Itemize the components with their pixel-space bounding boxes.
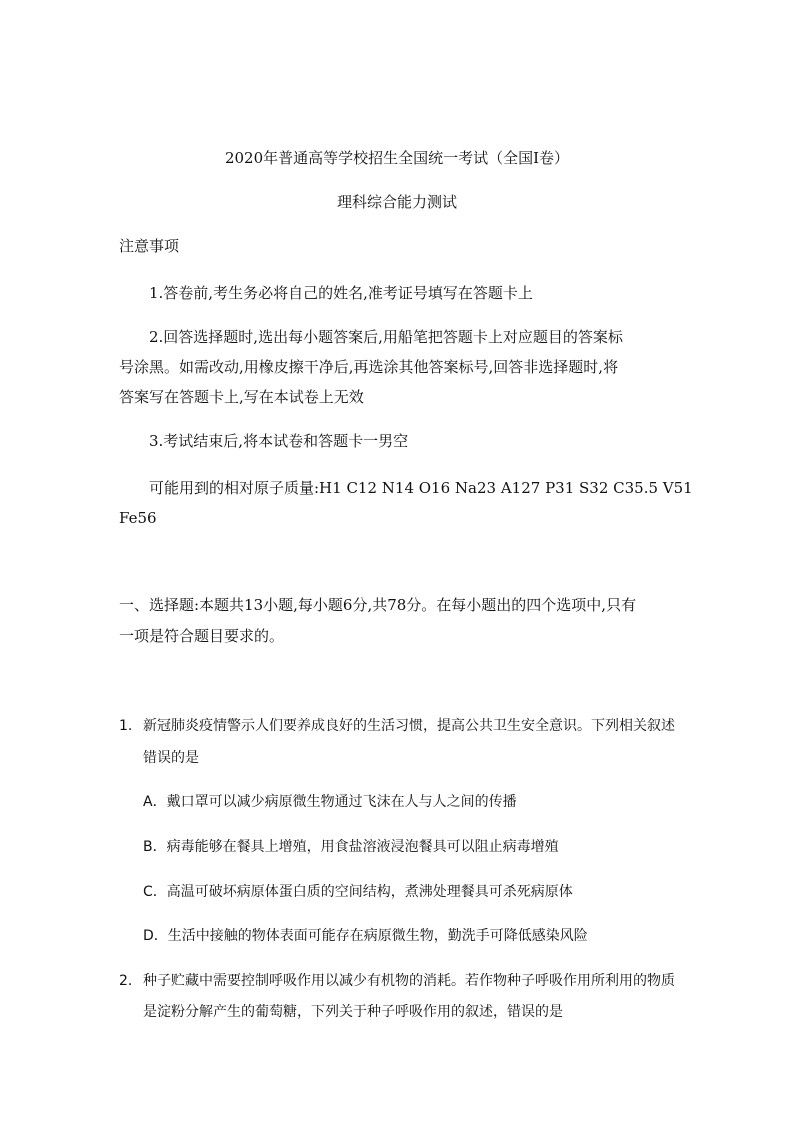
question-1-stem-line-2: 错误的是 — [143, 750, 199, 766]
question-1-number: 1. — [119, 718, 133, 734]
question-1-option-b: B．病毒能够在餐具上增殖，用食盐溶液浸泡餐具可以阻止病毒增殖 — [143, 839, 559, 855]
section-intro-line-2: 一项是符合题目要求的。 — [119, 627, 285, 645]
question-1-option-d: D．生活中接触的物体表面可能存在病原微生物，勤洗手可降低感染风险 — [143, 928, 588, 944]
question-2-stem-text: 种子贮藏中需要控制呼吸作用以减少有机物的消耗。若作物种子呼吸作用所利用的物质 — [143, 973, 675, 989]
notice-item-1: 1.答卷前,考生务必将自己的姓名,准考证号填写在答题卡上 — [149, 284, 533, 302]
exam-title: 2020年普通高等学校招生全国统一考试（全国I卷） — [224, 149, 570, 167]
question-2-stem-line-1 — [119, 971, 675, 991]
question-2-stem-line-2: 是淀粉分解产生的葡萄糖，下列关于种子呼吸作用的叙述，错误的是 — [143, 1004, 563, 1020]
notice-item-3: 3.考试结束后,将本试卷和答题卡一男空 — [149, 432, 409, 450]
atomic-mass-line-2: Fe56 — [119, 509, 157, 527]
exam-subtitle: 理科综合能力测试 — [336, 193, 457, 211]
question-2-number: 2. — [119, 973, 133, 989]
question-1-option-a: A．戴口罩可以减少病原微生物通过飞沫在人与人之间的传播 — [143, 794, 517, 810]
section-intro-line-1: 一、选择题:本题共13小题,每小题6分,共78分。在每小题出的四个选项中,只有 — [119, 596, 637, 614]
notice-item-2-line-1: 2.回答选择题时,选出每小题答案后,用船笔把答题卡上对应题目的答案标 — [149, 328, 623, 346]
notice-item-2-line-2: 号涂黑。如需改动,用橡皮擦干净后,再选涂其他答案标号,回答非选择题时,将 — [119, 358, 619, 376]
question-1-option-c: C．高温可破坏病原体蛋白质的空间结构，煮沸处理餐具可杀死病原体 — [143, 884, 573, 900]
notice-item-2-line-3: 答案写在答题卡上,写在本试卷上无效 — [119, 388, 364, 406]
atomic-mass-line-1: 可能用到的相对原子质量:H1 C12 N14 O16 Na23 A127 P31 S32 C35.5 V51 — [149, 479, 693, 497]
question-1-stem-text: 新冠肺炎疫情警示人们要养成良好的生活习惯，提高公共卫生安全意识。下列相关叙述 — [143, 718, 675, 734]
question-1-stem-line-1 — [119, 716, 675, 736]
notice-heading: 注意事项 — [119, 237, 180, 255]
